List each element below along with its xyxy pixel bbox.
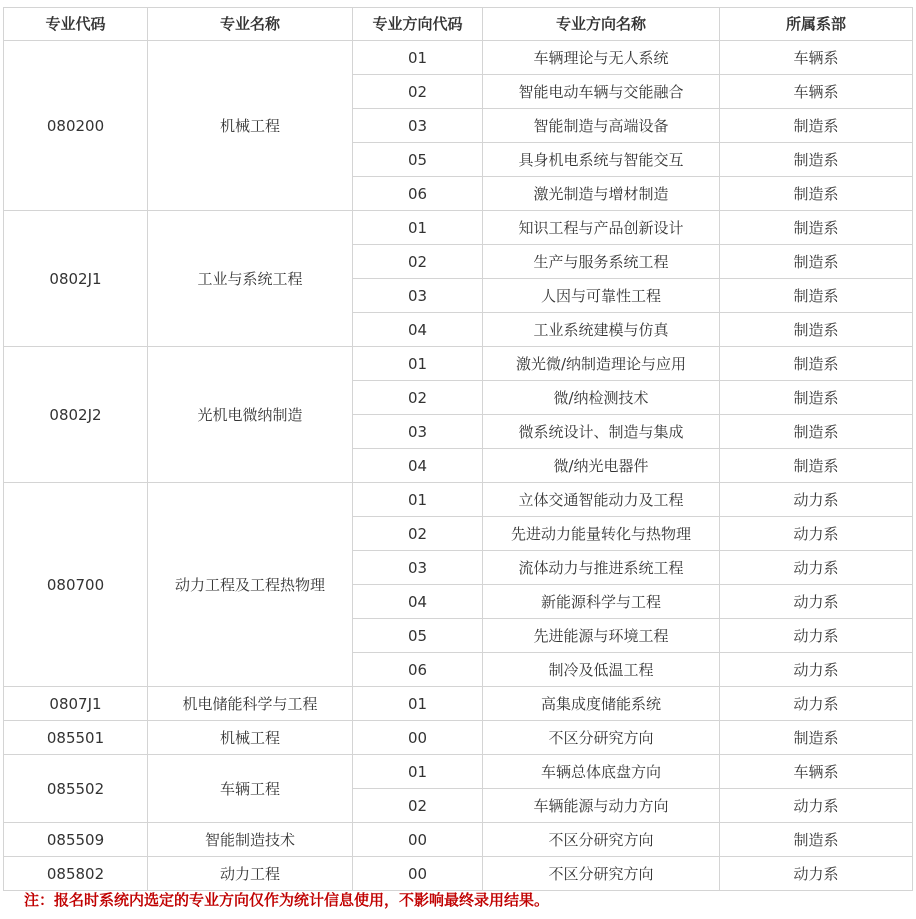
department-cell: 动力系 <box>720 687 913 721</box>
department-cell: 制造系 <box>720 415 913 449</box>
footnote: 注：报名时系统内选定的专业方向仅作为统计信息使用，不影响最终录用结果。 <box>24 891 550 909</box>
direction-name-cell: 生产与服务系统工程 <box>483 245 720 279</box>
department-cell: 车辆系 <box>720 75 913 109</box>
direction-code-cell: 02 <box>353 789 483 823</box>
department-cell: 制造系 <box>720 313 913 347</box>
table-row <box>4 211 913 245</box>
table-row <box>4 755 913 789</box>
direction-code-cell: 05 <box>353 619 483 653</box>
department-cell: 制造系 <box>720 279 913 313</box>
direction-code-cell: 01 <box>353 483 483 517</box>
direction-code-cell: 05 <box>353 143 483 177</box>
table-row <box>4 857 913 891</box>
majors-table <box>3 7 913 891</box>
table-row <box>4 347 913 381</box>
department-cell: 动力系 <box>720 517 913 551</box>
direction-name-cell: 车辆能源与动力方向 <box>483 789 720 823</box>
department-cell: 车辆系 <box>720 41 913 75</box>
major-code-cell: 080200 <box>4 41 148 211</box>
major-code-cell: 0802J2 <box>4 347 148 483</box>
header-direction-name: 专业方向名称 <box>483 8 720 41</box>
direction-name-cell: 激光微/纳制造理论与应用 <box>483 347 720 381</box>
department-cell: 制造系 <box>720 347 913 381</box>
header-department: 所属系部 <box>720 8 913 41</box>
direction-name-cell: 车辆总体底盘方向 <box>483 755 720 789</box>
direction-name-cell: 先进能源与环境工程 <box>483 619 720 653</box>
department-cell: 动力系 <box>720 619 913 653</box>
direction-code-cell: 02 <box>353 75 483 109</box>
major-name-cell: 智能制造技术 <box>148 823 353 857</box>
table-header-row <box>4 8 913 41</box>
table-row <box>4 721 913 755</box>
header-major-name: 专业名称 <box>148 8 353 41</box>
direction-name-cell: 高集成度储能系统 <box>483 687 720 721</box>
major-code-cell: 085509 <box>4 823 148 857</box>
direction-name-cell: 制冷及低温工程 <box>483 653 720 687</box>
major-code-cell: 0807J1 <box>4 687 148 721</box>
department-cell: 车辆系 <box>720 755 913 789</box>
direction-name-cell: 激光制造与增材制造 <box>483 177 720 211</box>
direction-code-cell: 01 <box>353 41 483 75</box>
direction-name-cell: 不区分研究方向 <box>483 823 720 857</box>
department-cell: 动力系 <box>720 483 913 517</box>
direction-name-cell: 微系统设计、制造与集成 <box>483 415 720 449</box>
direction-code-cell: 01 <box>353 211 483 245</box>
direction-name-cell: 智能电动车辆与交能融合 <box>483 75 720 109</box>
direction-name-cell: 不区分研究方向 <box>483 721 720 755</box>
direction-code-cell: 02 <box>353 381 483 415</box>
major-name-cell: 机电储能科学与工程 <box>148 687 353 721</box>
direction-name-cell: 流体动力与推进系统工程 <box>483 551 720 585</box>
direction-code-cell: 00 <box>353 857 483 891</box>
direction-name-cell: 微/纳检测技术 <box>483 381 720 415</box>
direction-name-cell: 新能源科学与工程 <box>483 585 720 619</box>
department-cell: 动力系 <box>720 789 913 823</box>
direction-code-cell: 04 <box>353 449 483 483</box>
direction-code-cell: 01 <box>353 347 483 381</box>
table-body <box>4 41 913 891</box>
major-code-cell: 080700 <box>4 483 148 687</box>
department-cell: 制造系 <box>720 109 913 143</box>
direction-code-cell: 01 <box>353 755 483 789</box>
major-name-cell: 工业与系统工程 <box>148 211 353 347</box>
department-cell: 制造系 <box>720 381 913 415</box>
direction-code-cell: 03 <box>353 279 483 313</box>
direction-code-cell: 03 <box>353 415 483 449</box>
major-name-cell: 光机电微纳制造 <box>148 347 353 483</box>
direction-code-cell: 04 <box>353 585 483 619</box>
table-row <box>4 687 913 721</box>
department-cell: 制造系 <box>720 721 913 755</box>
direction-name-cell: 立体交通智能动力及工程 <box>483 483 720 517</box>
table-row <box>4 823 913 857</box>
direction-code-cell: 00 <box>353 823 483 857</box>
major-code-cell: 085802 <box>4 857 148 891</box>
major-name-cell: 机械工程 <box>148 41 353 211</box>
department-cell: 动力系 <box>720 551 913 585</box>
major-name-cell: 动力工程 <box>148 857 353 891</box>
direction-code-cell: 02 <box>353 245 483 279</box>
department-cell: 制造系 <box>720 143 913 177</box>
major-name-cell: 机械工程 <box>148 721 353 755</box>
direction-code-cell: 06 <box>353 653 483 687</box>
department-cell: 动力系 <box>720 585 913 619</box>
direction-name-cell: 知识工程与产品创新设计 <box>483 211 720 245</box>
direction-name-cell: 先进动力能量转化与热物理 <box>483 517 720 551</box>
direction-name-cell: 微/纳光电器件 <box>483 449 720 483</box>
direction-code-cell: 06 <box>353 177 483 211</box>
direction-name-cell: 人因与可靠性工程 <box>483 279 720 313</box>
department-cell: 动力系 <box>720 857 913 891</box>
major-code-cell: 085502 <box>4 755 148 823</box>
department-cell: 制造系 <box>720 449 913 483</box>
direction-code-cell: 02 <box>353 517 483 551</box>
direction-name-cell: 具身机电系统与智能交互 <box>483 143 720 177</box>
direction-name-cell: 智能制造与高端设备 <box>483 109 720 143</box>
department-cell: 制造系 <box>720 245 913 279</box>
department-cell: 制造系 <box>720 177 913 211</box>
table-row <box>4 483 913 517</box>
direction-code-cell: 03 <box>353 551 483 585</box>
major-name-cell: 动力工程及工程热物理 <box>148 483 353 687</box>
direction-code-cell: 01 <box>353 687 483 721</box>
header-major-code: 专业代码 <box>4 8 148 41</box>
direction-code-cell: 04 <box>353 313 483 347</box>
direction-name-cell: 车辆理论与无人系统 <box>483 41 720 75</box>
major-code-cell: 0802J1 <box>4 211 148 347</box>
direction-code-cell: 00 <box>353 721 483 755</box>
department-cell: 制造系 <box>720 211 913 245</box>
major-name-cell: 车辆工程 <box>148 755 353 823</box>
department-cell: 制造系 <box>720 823 913 857</box>
direction-name-cell: 不区分研究方向 <box>483 857 720 891</box>
table-row <box>4 41 913 75</box>
major-code-cell: 085501 <box>4 721 148 755</box>
header-direction-code: 专业方向代码 <box>353 8 483 41</box>
direction-code-cell: 03 <box>353 109 483 143</box>
department-cell: 动力系 <box>720 653 913 687</box>
direction-name-cell: 工业系统建模与仿真 <box>483 313 720 347</box>
